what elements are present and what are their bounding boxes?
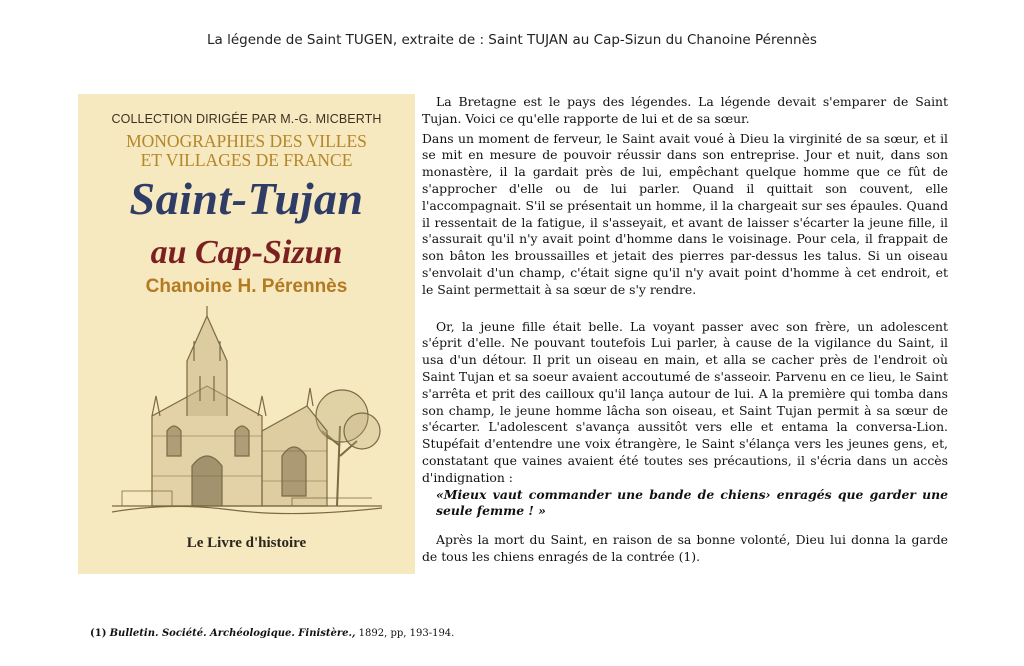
paragraph-vow: Dans un moment de ferveur, le Saint avait voué à Dieu la virginité de sa sœur, et il se mit en mesure de pouvoir réussir dans son entreprise. Jour et nuit, dans son monastère, il la gardait près de lui, empêchant quelque homme que ce fût de s'approcher d'elle ou de lui parler. Quand il quittait son couvent, elle l'accompagnait. S'il se présentait un homme, il la chargeait sur ses épaules. Quand il ressentait de la fatigue, il s'asseyait, et avant de laisser s'écarter la jeune fille, il s'assurait qu'il n'y avait point d'homme dans le voisinage. Pour cela, il frappait de son bâton les broussailles et jetait des pierres par-dessus les talus. Si un oiseau s'envolait d'un champ, c'était signe qu'il n'y avait point d'homme à cet endroit, et le Saint permettait à sa sœur de s'y rendre. — [422, 130, 948, 297]
cover-subtitle: au Cap-Sizun — [150, 234, 343, 271]
footnote — [90, 628, 454, 639]
chapel-engraving-illustration — [112, 306, 382, 516]
cover-collection-label: COLLECTION DIRIGÉE PAR M.-G. MICBERTH — [111, 112, 382, 126]
footnote-ref: (1) — [90, 628, 107, 639]
paragraph-after-death: Après la mort du Saint, en raison de sa bonne volonté, Dieu lui donna la garde de tous les chiens enragés de la contrée (1). — [422, 532, 948, 564]
book-cover-image — [78, 94, 415, 574]
footnote-source: Bulletin. Société. Archéologique. Finistère., — [109, 628, 356, 639]
footnote-details: 1892, pp, 193-194. — [355, 628, 455, 639]
paragraph-intro: La Bretagne est le pays des légendes. La légende devait s'emparer de Saint Tujan. Voici ce qu'elle rapporte de lui et de sa sœur. — [422, 94, 948, 126]
cover-title: Saint-Tujan — [129, 173, 364, 224]
cover-series-line-2: ET VILLAGES DE FRANCE — [140, 150, 353, 170]
cover-series-title — [78, 132, 415, 170]
cover-publisher: Le Livre d'histoire — [186, 535, 307, 551]
cover-author: Chanoine H. Pérennès — [145, 276, 348, 297]
quote: «Mieux vaut commander une bande de chiens› enragés que garder une seule femme ! » — [436, 486, 948, 519]
paragraph-young-girl: Or, la jeune fille était belle. La voyant passer avec son frère, un adolescent s'éprit d'elle. Ne pouvant toutefois Lui parler, à cause de la vigilance du Saint, il usa d'un détour. Il prit un oiseau en main, et alla se cacher près de l'endroit où Saint Tujan et sa soeur avaient accoutumé de s'asseoir. Parvenu en ce lieu, le Saint s'arrêta et prit des cailloux qu'il lança autour de lui. A la première qui tomba dans son champ, le jeune homme lâcha son oiseau, et Saint Tujan permit à sa sœur de s'écarter. L'adolescent s'avança aussitôt vers elle et entama la conversa-Lion. Stupéfait d'entendre une voix étrangère, le Saint s'élança vers les jeunes gens, et, constatant que vaines avaient été toutes ses précautions, il s'écria dans un accès d'indignation : — [422, 318, 948, 485]
legend-text — [422, 94, 948, 566]
cover-series-line-1: MONOGRAPHIES DES VILLES — [126, 131, 367, 151]
page-title: La légende de Saint TUGEN, extraite de : Saint TUJAN au Cap-Sizun du Chanoine Pérennès — [207, 32, 817, 48]
